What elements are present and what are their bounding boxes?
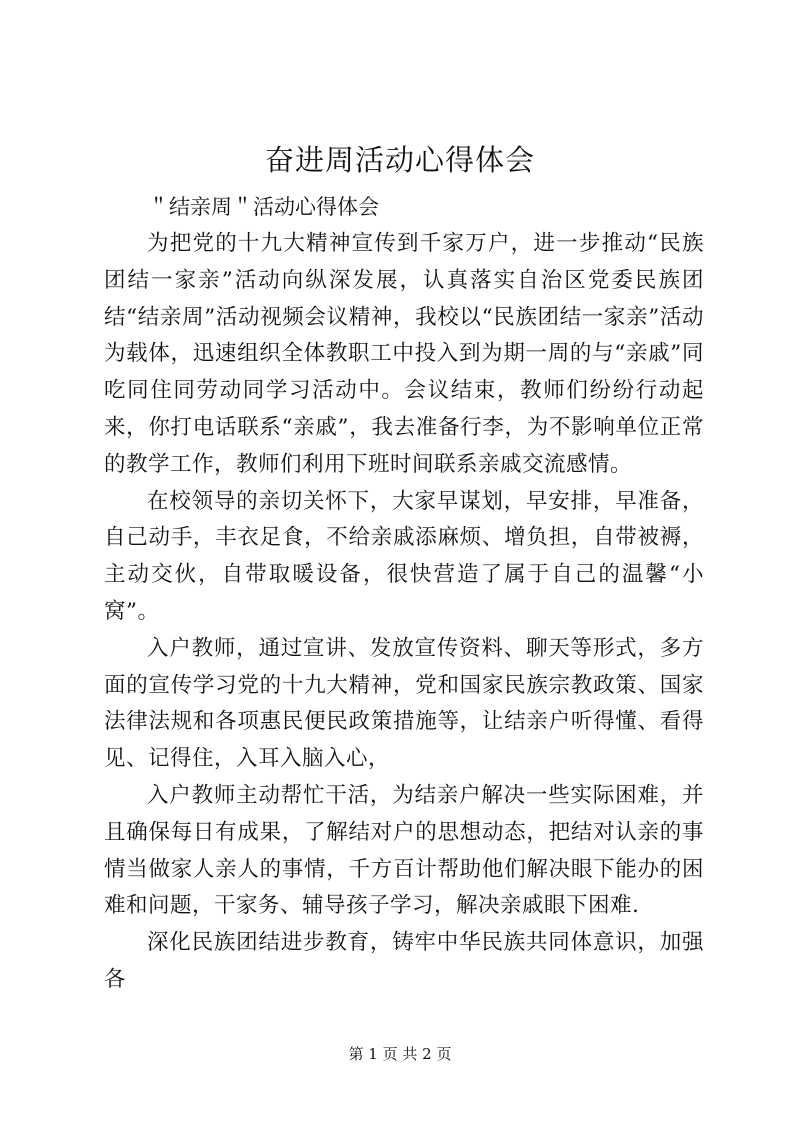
paragraph: 入户教师，通过宣讲、发放宣传资料、聊天等形式，多方面的宣传学习党的十九大精神，党和国家民族宗教政策、国家法律法规和各项惠民便民政策措施等，让结亲户听得懂、看得见、记得住，入耳入脑入心， <box>104 635 704 772</box>
paragraph: 为把党的十九大精神宣传到千家万户，进一步推动“民族团结一家亲”活动向纵深发展，认真落实自治区党委民族团结“结亲周”活动视频会议精神，我校以“民族团结一家亲”活动为载体，迅速组织全体教职工中投入到为期一周的与“亲戚”同吃同住同劳动同学习活动中。会议结束，教师们纷纷行动起来，你打电话联系“亲戚”，我去准备行李，为不影响单位正常的教学工作，教师们利用下班时间联系亲戚交流感情。 <box>104 231 704 477</box>
paragraph: 入户教师主动帮忙干活，为结亲户解决一些实际困难，并且确保每日有成果，了解结对户的思想动态，把结对认亲的事情当做家人亲人的事情，千方百计帮助他们解决眼下能办的困难和问题，干家务、辅导孩子学习，解决亲戚眼下困难. <box>104 782 704 919</box>
page-number-footer: 第 1 页 共 2 页 <box>348 1045 452 1063</box>
document-body <box>104 226 704 999</box>
paragraph: 深化民族团结进步教育，铸牢中华民族共同体意识，加强各 <box>104 930 704 992</box>
document-title: 奋进周活动心得体会 <box>264 143 535 177</box>
document-subtitle: ＂结亲周＂活动心得体会 <box>148 195 379 219</box>
paragraph: 在校领导的亲切关怀下，大家早谋划，早安排，早准备，自己动手，丰衣足食，不给亲戚添麻烦、增负担，自带被褥，主动交伙，自带取暖设备，很快营造了属于自己的温馨“小窝”。 <box>104 488 704 624</box>
